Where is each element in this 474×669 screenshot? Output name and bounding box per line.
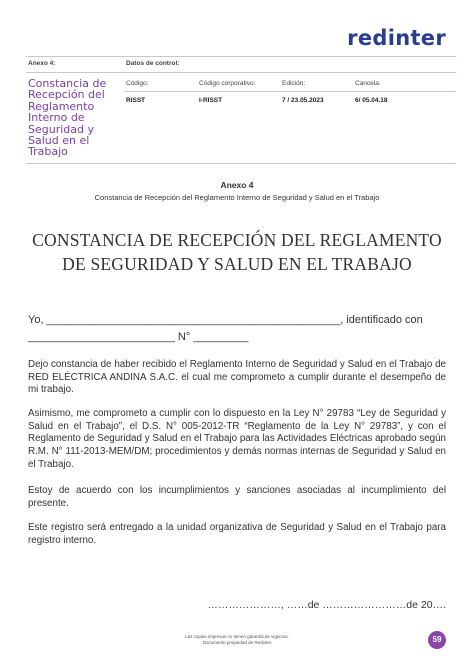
cancels-label: Cancela: xyxy=(355,80,381,87)
header-rule xyxy=(26,72,456,73)
paragraph-commitment: Asimismo, me comprometo a cumplir con lo dispuesto en la Ley N° 29783 “Ley de Seguridad y Salud en el Trabajo”, el D.S. N° 005-2012-TR “Reglamento de la Ley N° 29783”, y con el Reglamento de Seguridad y Salud en el Trabajo para las Actividades Eléctricas aprobado según R.M. N° 111-2013-MEM/DM; procedimientos y demás normas internas de Seguridad y Salud en el Trabajo. xyxy=(28,408,446,470)
paragraph-agreement: Estoy de acuerdo con los incumplimientos y sanciones asociadas al incumplimiento del presente. xyxy=(28,485,446,509)
signature-form xyxy=(28,312,446,346)
footer-note xyxy=(0,634,474,646)
annex-label: Anexo 4: xyxy=(28,60,56,67)
corporate-code-value: I-RISST xyxy=(199,97,223,104)
code-label: Código: xyxy=(126,80,149,87)
edition-label: Edición: xyxy=(282,80,306,87)
cancels-value: 6/ 05.04.18 xyxy=(355,97,388,104)
header-top-rule xyxy=(26,56,456,57)
header-bottom-rule xyxy=(26,163,456,164)
name-id-line: Yo, ________________________________________________, identificado con xyxy=(28,314,423,326)
footer-line-2: Documento propiedad de Redinter xyxy=(202,640,272,645)
control-data-label: Datos de control: xyxy=(126,60,180,67)
paragraph-receipt: Dejo constancia de haber recibido el Reglamento Interno de Seguridad y Salud en el Trabajo de RED ELÉCTRICA ANDINA S.A.C. el cual me comprometo a cumplir durante el desempeño de mi trabajo. xyxy=(28,359,446,396)
edition-value: 7 / 23.05.2023 xyxy=(282,97,324,104)
header-column-rule xyxy=(124,91,456,92)
redinter-logo: redinter xyxy=(347,26,446,50)
corporate-code-label: Código corporativo: xyxy=(199,80,256,87)
footer-line-1: Las copias impresas no tienen garantía de vigencia. xyxy=(185,634,289,639)
paragraph-registration: Este registro será entregado a la unidad organizativa de Seguridad y Salud en el Trabajo para registro interno. xyxy=(28,522,446,546)
document-title: Constancia de Recepción del Reglamento Interno de Seguridad y Salud en el Trabajo xyxy=(28,77,107,159)
page-number-badge: 59 xyxy=(428,631,446,649)
date-line: …………………, ……de ……………………de 20…. xyxy=(207,599,446,611)
annex-subtitle: Constancia de Recepción del Reglamento Interno de Seguridad y Salud en el Trabajo xyxy=(94,193,380,202)
document-number-line: ________________________ N° _________ xyxy=(28,331,249,343)
code-value: RISST xyxy=(126,97,146,104)
page-title: CONSTANCIA DE RECEPCIÓN DEL REGLAMENTO DE SEGURIDAD Y SALUD EN EL TRABAJO xyxy=(32,230,442,274)
control-header xyxy=(26,56,456,164)
annex-caption: Anexo 4 xyxy=(220,180,254,190)
